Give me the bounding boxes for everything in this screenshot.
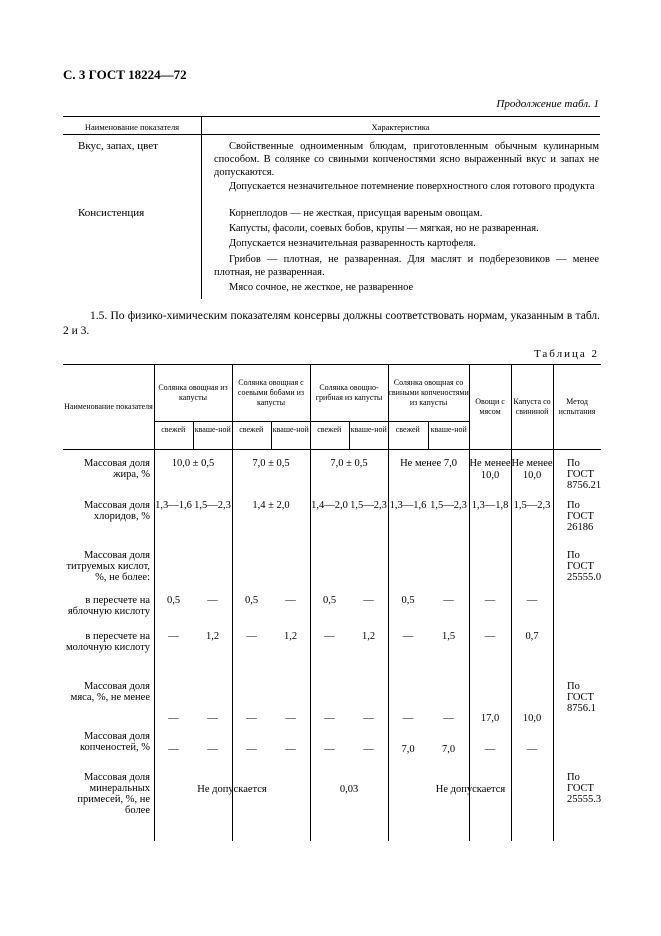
cell-meat: — [363,712,374,724]
table2-head-name: Наименование показателя [63,365,154,450]
cell-fat-veg: Не менее 10,0 [469,458,511,481]
cell-meat: — [285,712,296,724]
cell-lactic: — [324,630,335,642]
cell-smoked: — [207,743,218,755]
cell-lactic: — [484,630,496,642]
cell-lactic: — [246,630,257,642]
cell-apple: — [526,594,538,606]
cell-smoked: 7,0 [401,743,415,755]
cell-fat-g1: 10,0 ± 0,5 [171,458,215,469]
cell-chl: 1,5—2,3 [350,499,387,511]
cell-smoked: — [285,743,296,755]
cell-mineral-b: 0,03 [339,783,359,795]
cell-smoked: — [484,743,496,755]
table2-head-veg: Овощи с мясом [469,365,511,450]
cell-smoked: — [363,743,374,755]
cell-smoked: — [168,743,179,755]
table2-title: Таблица 2 [533,348,599,360]
cell-chl: 1,5—2,3 [194,499,231,511]
cell-chl: 1,3—1,6 [389,499,427,511]
table1-column-divider [201,116,202,299]
row-name-acid: Массовая доля титруемых кислот, %, не более: [66,549,150,583]
table2-sub-sour: кваше-ной [428,422,469,450]
table1-paragraph: Свойственные одноименным блюдам, приготовленным обычным кулинарным способом. В солянке со свиными копченостями ясно выраженный вкус и запах не допускаются. [214,141,599,178]
cell-lactic: — [402,630,414,642]
table-continuation-label: Продолжение табл. 1 [496,98,599,110]
cell-smoked: — [246,743,257,755]
cell-lactic: — [168,630,179,642]
cell-mineral-a: Не допускается [197,783,267,795]
cell-apple: — [285,594,296,606]
row-name-chl: Массовая доля хлоридов, % [83,499,150,522]
table1-paragraph: Корнеплодов — не жесткая, присущая вареным овощам. [229,208,483,219]
cell-apple: — [363,594,374,606]
cell-apple: — [443,594,454,606]
cell-lactic: 1,2 [361,630,376,642]
cell-mineral-method: По ГОСТ 25555.3 [567,771,602,805]
table2-sub-sour: кваше-ной [349,422,388,450]
table2-head-g2: Солянка овощная с соевыми бобами из капусты [232,365,310,422]
cell-meat: 10,0 [522,712,542,724]
cell-meat: 17,0 [480,712,500,724]
cell-lactic: 0,7 [525,630,539,642]
cell-lactic: 1,2 [283,630,298,642]
paragraph-1-5: 1.5. По физико-химическим показателям консервы должны соответствовать нормам, указанным в табл. 2 и 3. [63,310,600,337]
cell-chl-veg: 1,3—1,8 [471,499,509,511]
table2-head-g3: Солянка овощно-грибная из капусты [310,365,388,422]
cell-meat: — [168,712,179,724]
table2-sub-fresh: свежей [232,422,271,450]
cell-meat: — [324,712,335,724]
cell-meat: — [246,712,257,724]
cell-chl: 1,5—2,3 [430,499,467,511]
cell-chl-g2: 1,4 ± 2,0 [252,499,290,511]
cell-fat-cab: Не менее 10,0 [511,458,553,481]
table2-sub-sour: кваше-ной [193,422,232,450]
cell-meat: — [207,712,218,724]
table2-sub-fresh: свежей [154,422,193,450]
page-header: С. 3 ГОСТ 18224—72 [63,67,187,82]
table2 [63,364,601,832]
row-name-meat: Массовая доля мяса, %, не менее [70,680,150,703]
cell-chl-method: По ГОСТ 26186 [567,499,594,533]
cell-apple: 0,5 [166,594,181,606]
row-name-mineral: Массовая доля минеральных примесей, %, не более [77,771,150,816]
table2-head-method: Метод испытания [553,365,601,450]
cell-apple: 0,5 [401,594,415,606]
table1-col-name: Наименование показателя [84,122,180,132]
table1-row-name: Консистенция [78,207,145,219]
cell-smoked: — [324,743,335,755]
cell-fat-g3: 7,0 ± 0,5 [330,458,368,469]
row-name-lactic: в пересчете на молочную кислоту [65,630,150,653]
table1-paragraph: Допускается незначительная разваренность картофеля. [229,238,476,249]
table1-top-rule [63,116,600,117]
cell-lactic: 1,5 [441,630,456,642]
table2-head-g4: Солянка овощная со свиными копченостями из капусты [388,365,469,422]
cell-fat-method: По ГОСТ 8756.21 [567,458,602,491]
cell-lactic: 1,2 [205,630,220,642]
row-name-fat: Массовая доля жира, % [83,458,150,480]
table1-paragraph: Допускается незначительное потемнение поверхностного слоя готового продукта [229,181,595,192]
cell-mineral-c: Не допускается [435,783,506,795]
cell-chl: 1,4—2,0 [311,499,348,511]
cell-apple: 0,5 [322,594,337,606]
cell-smoked: — [526,743,538,755]
table2-sub-fresh: свежей [310,422,349,450]
cell-acid-method: По ГОСТ 25555.0 [567,549,602,583]
cell-apple: — [484,594,496,606]
cell-apple: 0,5 [244,594,259,606]
table2-head-g1: Солянка овощная из капусты [154,365,232,422]
table1-col-char: Характеристика [371,122,430,132]
table2-sub-fresh: свежей [388,422,428,450]
cell-apple: — [207,594,218,606]
row-name-smoked: Массовая доля копченостей, % [79,730,150,753]
cell-chl: 1,3—1,6 [155,499,192,511]
cell-fat-g4: Не менее 7,0 [400,458,457,469]
cell-smoked: 7,0 [441,743,456,755]
cell-chl-cab: 1,5—2,3 [513,499,551,511]
cell-meat: — [402,712,414,724]
table1-header-rule [63,134,600,135]
table2-head-cab: Капуста со свининой [511,365,553,450]
table1-row-name: Вкус, запах, цвет [78,140,158,152]
table1-paragraph: Капусты, фасоли, соевых бобов, крупы — мягкая, но не разваренная. [229,223,539,234]
cell-meat: — [443,712,454,724]
table2-sub-sour: кваше-ной [271,422,310,450]
row-name-apple: в пересчете на яблочную кислоту [67,594,150,617]
table1-paragraph: Грибов — плотная, не разваренная. Для маслят и подберезовиков — менее плотная, не разваренная. [214,254,599,278]
table1-paragraph: Мясо сочное, не жесткое, не разваренное [229,282,414,293]
cell-fat-g2: 7,0 ± 0,5 [252,458,290,469]
cell-meat-method: По ГОСТ 8756.1 [567,680,596,714]
